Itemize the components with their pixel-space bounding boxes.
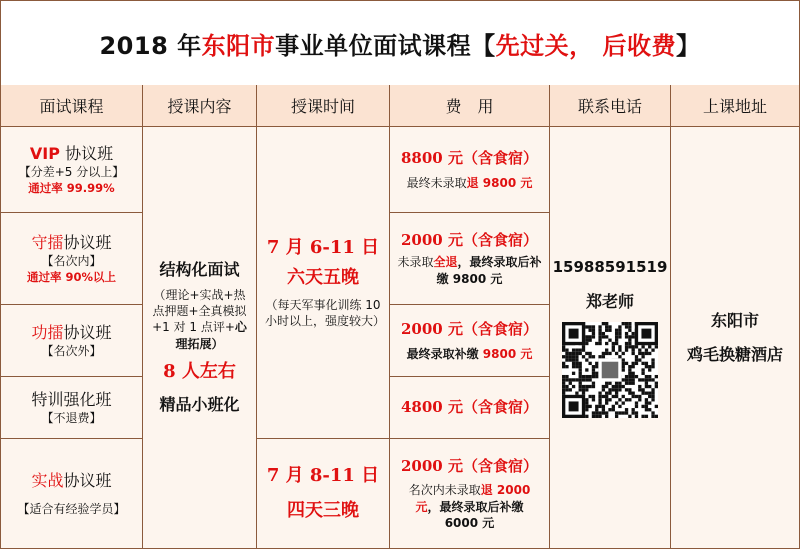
schedule-note: （每天军事化训练 10 小时以上，强度较大） (265, 297, 386, 328)
course-name-suffix: 协议班 (63, 322, 112, 342)
fee-note (407, 346, 533, 362)
fee-note (396, 254, 543, 286)
header-time: 授课时间 (257, 85, 390, 127)
schedule-dates: 7 月 6-11 日 (266, 237, 380, 259)
fee-price: 2000 元（含食宿） (401, 231, 538, 250)
class-size: 8 人左右 (163, 360, 236, 382)
fee-price: 4800 元（含食宿） (401, 398, 538, 417)
course-name (31, 232, 111, 254)
schedule-cell (257, 439, 390, 548)
course-tag: 【不退费】 (41, 411, 102, 426)
contact-person: 郑老师 (585, 291, 634, 311)
contact-phone: 15988591519 (552, 257, 668, 276)
fee-note-tail: ，最终录取后补缴 9800 元 (436, 255, 542, 286)
page-title (1, 1, 799, 86)
course-tag: 【适合有经验学员】 (17, 502, 126, 517)
course-name-suffix: 协议班 (59, 143, 114, 163)
fee-note-highlight: 退 2000 元 (415, 483, 531, 514)
fee-note-highlight: 全退 (433, 255, 458, 270)
fee-note (398, 482, 541, 531)
course-name (31, 322, 111, 344)
contact-cell (550, 127, 671, 548)
title-bracket-close: 】 (676, 31, 701, 60)
course-pass-rate: 通过率 99.99% (28, 180, 115, 195)
course-name (31, 389, 111, 411)
header-address: 上课地址 (671, 85, 799, 127)
course-name-prefix: 守擂 (31, 232, 64, 252)
fee-cell (390, 305, 550, 377)
fee-note (407, 175, 533, 191)
fee-price: 2000 元（含食宿） (401, 320, 538, 339)
course-name-suffix: 协议班 (63, 232, 112, 252)
fee-cell (390, 213, 550, 305)
content-cell (143, 127, 257, 548)
content-detail-text: （理论+实战+热点押题+全真模拟+1 对 1 点评+ (152, 287, 247, 335)
fee-note-text: 最终未录取 (406, 175, 467, 190)
course-cell (1, 213, 143, 305)
schedule-cell (257, 127, 390, 439)
header-content: 授课内容 (143, 85, 257, 127)
schedule-span: 六天五晚 (287, 267, 359, 289)
content-detail (149, 287, 250, 352)
address-line2: 鸡毛换糖酒店 (686, 344, 783, 364)
fee-cell (390, 439, 550, 548)
title-year: 2018 年 (99, 31, 202, 60)
header-phone: 联系电话 (550, 85, 671, 127)
course-cell (1, 439, 143, 548)
course-name-prefix: VIP (29, 143, 60, 163)
course-name (31, 470, 111, 492)
title-main: 事业单位面试课程 (275, 31, 472, 60)
fee-note-tail: ，最终录取后补缴 6000 元 (427, 499, 524, 530)
fee-price: 2000 元（含食宿） (401, 457, 538, 476)
course-tag: 【名次外】 (41, 344, 102, 359)
fee-note-text: 最终录取补缴 (406, 346, 483, 361)
title-bracket-open: 【 (471, 31, 496, 60)
schedule-span: 四天三晚 (287, 499, 359, 521)
header-course: 面试课程 (1, 85, 143, 127)
course-name-suffix: 特训强化班 (31, 389, 112, 409)
content-heading: 结构化面试 (159, 260, 240, 280)
course-cell (1, 305, 143, 377)
course-name-suffix: 协议班 (63, 470, 112, 490)
fee-note-text: 未录取 (397, 255, 434, 270)
course-name-prefix: 功擂 (31, 322, 64, 342)
course-cell (1, 377, 143, 439)
course-pass-rate: 通过率 90%以上 (26, 269, 117, 284)
fee-cell (390, 377, 550, 439)
fee-cell (390, 127, 550, 213)
header-fee: 费 用 (390, 85, 550, 127)
fee-note-highlight: 9800 元 (482, 346, 533, 361)
course-cell (1, 127, 143, 213)
course-tag: 【分差+5 分以上】 (18, 165, 125, 180)
address-line1: 东阳市 (710, 310, 759, 330)
content-detail-bold: 心理拓展） (175, 320, 247, 351)
course-tag: 【名次内】 (41, 254, 102, 269)
title-city: 东阳市 (201, 31, 276, 60)
class-type: 精品小班化 (159, 395, 240, 415)
course-name-prefix: 实战 (31, 470, 64, 490)
title-slogan: 先过关， 后收费 (495, 30, 676, 60)
fee-note-text: 名次内未录取 (408, 483, 481, 498)
address-cell (671, 127, 799, 548)
qr-code-icon (562, 322, 658, 418)
fee-price: 8800 元（含食宿） (401, 149, 538, 168)
fee-note-highlight: 退 9800 元 (466, 175, 533, 190)
schedule-dates: 7 月 8-11 日 (266, 465, 380, 487)
course-name (30, 143, 113, 165)
